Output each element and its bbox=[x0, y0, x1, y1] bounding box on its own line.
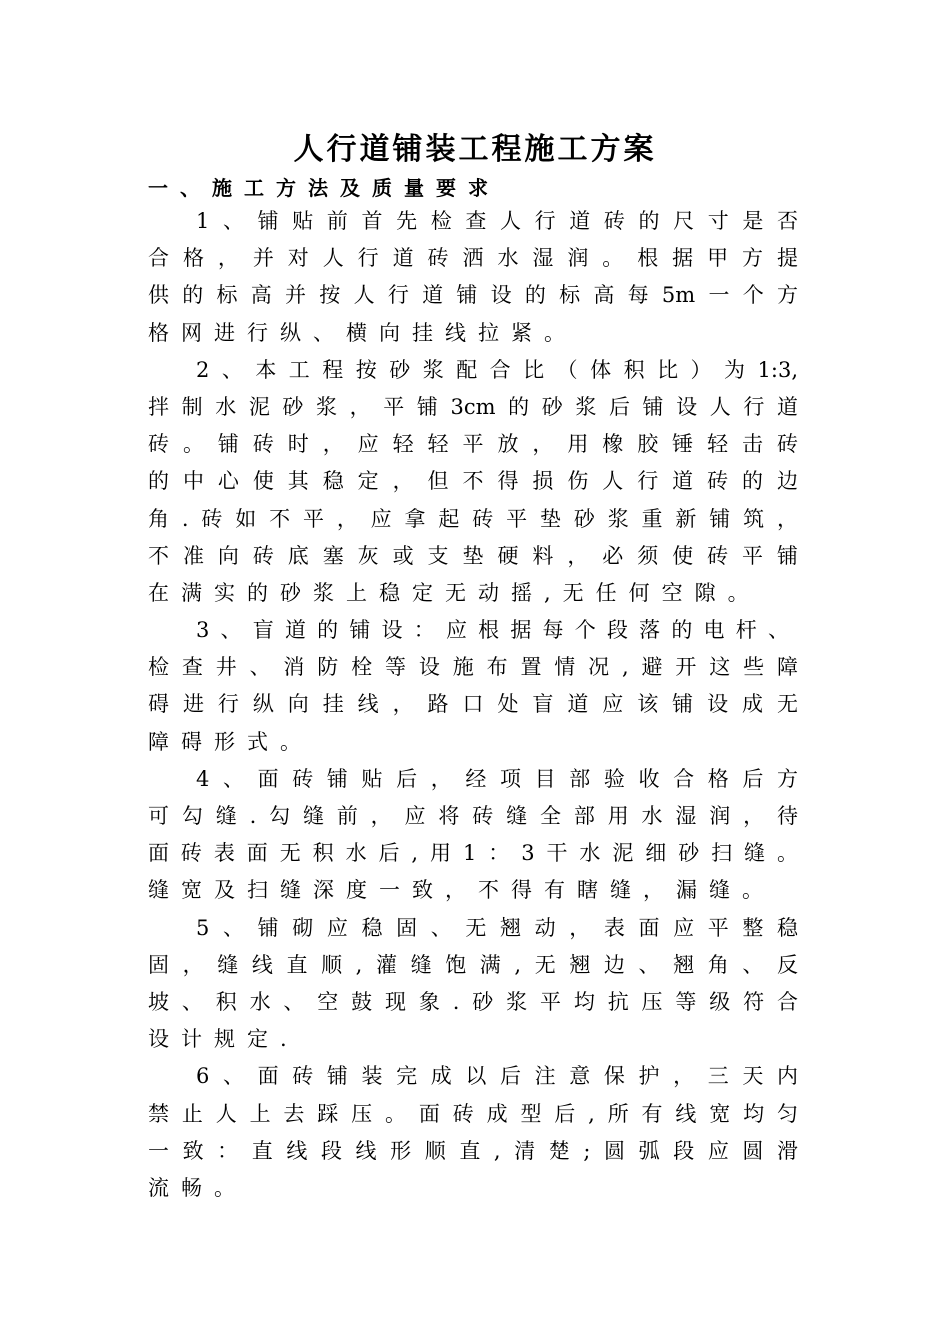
body-line: 检查井、消防栓等设施布置情况,避开这些障 bbox=[148, 655, 798, 680]
body-line: 2、本工程按砂浆配合比（体积比）为1:3, bbox=[196, 357, 798, 382]
body-line: 的中心使其稳定，但不得损伤人行道砖的边 bbox=[148, 469, 798, 494]
body-line: 可勾缝.勾缝前，应将砖缝全部用水湿润，待 bbox=[148, 804, 798, 828]
body-line: 格网进行纵、横向挂线拉紧。 bbox=[148, 320, 577, 345]
body-line: 砖。铺砖时，应轻轻平放，用橡胶锤轻击砖 bbox=[148, 432, 798, 457]
body-line: 角.砖如不平，应拿起砖平垫砂浆重新铺筑， bbox=[148, 506, 798, 531]
document-title: 人行道铺装工程施工方案 bbox=[293, 132, 657, 167]
body-line: 碍进行纵向挂线，路口处盲道应该铺设成无 bbox=[148, 692, 798, 717]
body-line: 障碍形式。 bbox=[148, 729, 313, 754]
body-line: 4、面砖铺贴后，经项目部验收合格后方 bbox=[196, 766, 798, 791]
body-line: 在满实的砂浆上稳定无动摇,无任何空隙。 bbox=[148, 580, 761, 605]
document-body bbox=[148, 203, 801, 1207]
body-line: 缝宽及扫缝深度一致，不得有瞎缝，漏缝。 bbox=[148, 878, 775, 903]
body-line: 流畅。 bbox=[148, 1175, 247, 1200]
body-line: 拌制水泥砂浆，平铺3cm的砂浆后铺设人行道 bbox=[148, 394, 798, 419]
body-line: 合格，并对人行道砖洒水湿润。根据甲方提 bbox=[148, 246, 798, 271]
body-line: 6、面砖铺装完成以后注意保护，三天内 bbox=[196, 1064, 798, 1089]
section-heading: 一、施工方法及质量要求 bbox=[148, 176, 500, 200]
body-line: 面砖表面无积水后,用1：3干水泥细砂扫缝。 bbox=[148, 841, 798, 866]
body-line: 供的标高并按人行道铺设的标高每5m一个方 bbox=[148, 283, 798, 308]
body-line: 1、铺贴前首先检查人行道砖的尺寸是否 bbox=[196, 209, 798, 233]
body-line: 固，缝线直顺,灌缝饱满,无翘边、翘角、反 bbox=[148, 952, 798, 977]
body-line: 3、盲道的铺设：应根据每个段落的电杆、 bbox=[196, 618, 801, 643]
body-line: 不准向砖底塞灰或支垫硬料，必须使砖平铺 bbox=[148, 543, 798, 568]
body-line: 设计规定. bbox=[148, 1027, 299, 1052]
body-line: 一致：直线段线形顺直,清楚;圆弧段应圆滑 bbox=[148, 1138, 798, 1163]
body-line: 坡、积水、空鼓现象.砂浆平均抗压等级符合 bbox=[148, 989, 798, 1014]
body-line: 禁止人上去踩压。面砖成型后,所有线宽均匀 bbox=[148, 1101, 798, 1126]
body-line: 5、铺砌应稳固、无翘动，表面应平整稳 bbox=[196, 915, 798, 940]
